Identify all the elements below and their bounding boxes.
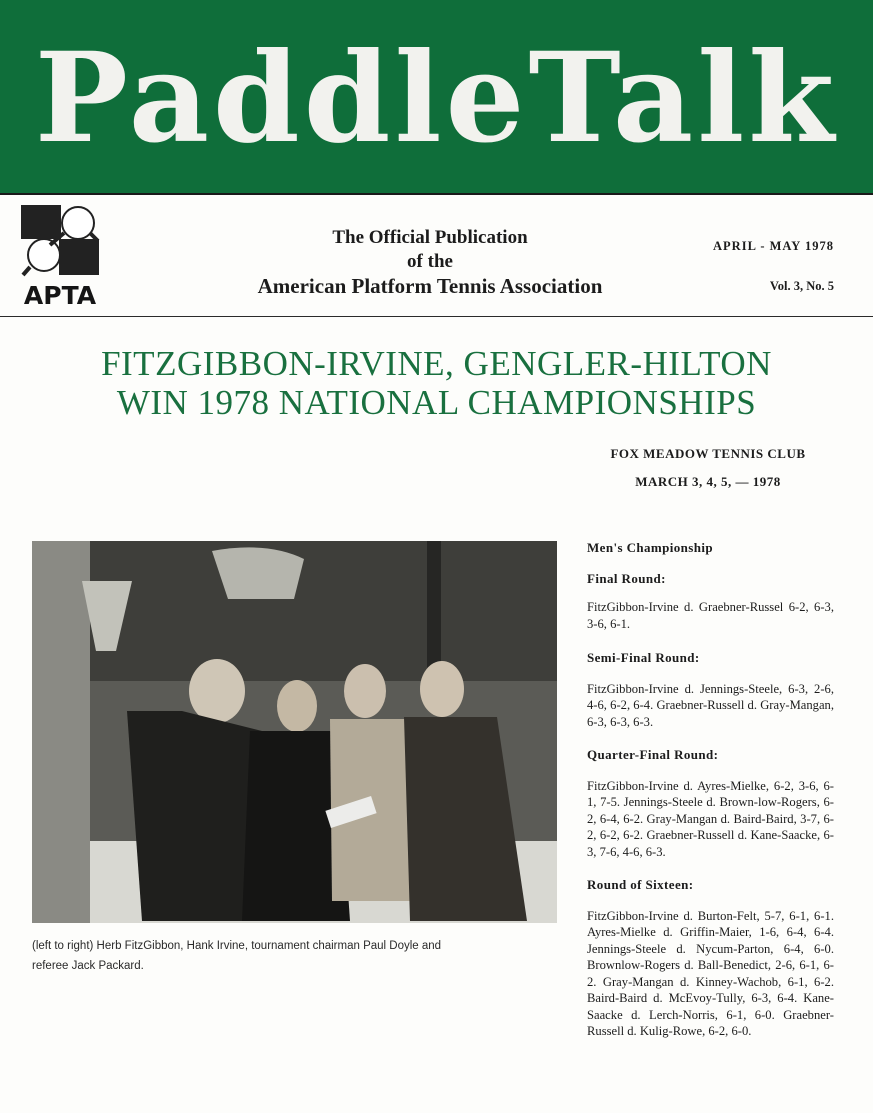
subhead-line2: of the bbox=[407, 251, 453, 272]
headline-line2: WIN 1978 NATIONAL CHAMPIONSHIPS bbox=[116, 383, 757, 422]
subhead-line1: The Official Publication bbox=[332, 227, 528, 248]
quarter-final-heading: Quarter-Final Round: bbox=[587, 747, 719, 762]
final-round-results: FitzGibbon-Irvine d. Graebner-Russel 6-2, 6-3, 3-6, 6-1. bbox=[587, 600, 834, 631]
issue-date: APRIL - MAY 1978 bbox=[713, 239, 834, 253]
results-column bbox=[587, 540, 834, 1040]
top-rule bbox=[0, 193, 873, 195]
round-of-sixteen-heading: Round of Sixteen: bbox=[587, 877, 694, 892]
caption-line2: referee Jack Packard. bbox=[32, 960, 144, 972]
headline bbox=[40, 344, 833, 422]
round-of-sixteen-results: FitzGibbon-Irvine d. Burton-Felt, 5-7, 6-1, 6-1. Ayres-Mielke d. Griffin-Maier, 1-6, 6-4, 6-4. Jennings-Steele d. Nycum-Parton, 6-4, 6-0. Brownlow-Rogers d. Ball-Benedict, 2-6, 6-1, 6-2. Gray-Mangan d. Kinney-Wachob, 6-1, 6-2. Baird-Baird d. McEvoy-Tully, 6-3, 6-4. Kane-Saacke d. Lerch-Norris, 6-1, 6-0. Graebner-Russell d. Kulig-Rowe, 6-2, 6-0. bbox=[587, 908, 834, 1038]
apta-logo bbox=[20, 203, 100, 308]
subhead-line3: American Platform Tennis Association bbox=[257, 274, 603, 298]
championship-heading: Men's Championship bbox=[587, 540, 714, 555]
photo-caption bbox=[32, 936, 552, 976]
caption-line1: (left to right) Herb FitzGibbon, Hank Irvine, tournament chairman Paul Doyle and bbox=[32, 940, 442, 952]
masthead-title: PaddleTalk bbox=[34, 26, 839, 171]
logo-text: APTA bbox=[23, 281, 97, 308]
final-round-heading: Final Round: bbox=[587, 570, 666, 586]
publication-subhead bbox=[200, 226, 660, 298]
championship-photo bbox=[32, 541, 557, 923]
venue-dates: MARCH 3, 4, 5, — 1978 bbox=[635, 474, 781, 489]
header-rule bbox=[0, 316, 873, 317]
issue-volume: Vol. 3, No. 5 bbox=[769, 279, 834, 293]
headline-line1: FITZGIBBON-IRVINE, GENGLER-HILTON bbox=[101, 344, 772, 383]
semi-final-results: FitzGibbon-Irvine d. Jennings-Steele, 6-3, 2-6, 4-6, 6-2, 6-4. Graebner-Russell d. Gray-Mangan, 6-3, 6-3, 6-3. bbox=[587, 681, 834, 729]
semi-final-heading: Semi-Final Round: bbox=[587, 650, 700, 665]
quarter-final-results: FitzGibbon-Irvine d. Ayres-Mielke, 6-2, 3-6, 6-1, 7-5. Jennings-Steele d. Brown-low-Rogers, 6-2, 6-4, 6-2. Gray-Mangan d. Baird-Baird, 3-7, 6-2, 6-2, 6-2. Graebner-Russell d. Kane-Saacke, 6-3, 7-6, 4-6, 6-3. bbox=[587, 778, 834, 859]
masthead bbox=[0, 0, 873, 193]
venue-name: FOX MEADOW TENNIS CLUB bbox=[610, 446, 806, 461]
